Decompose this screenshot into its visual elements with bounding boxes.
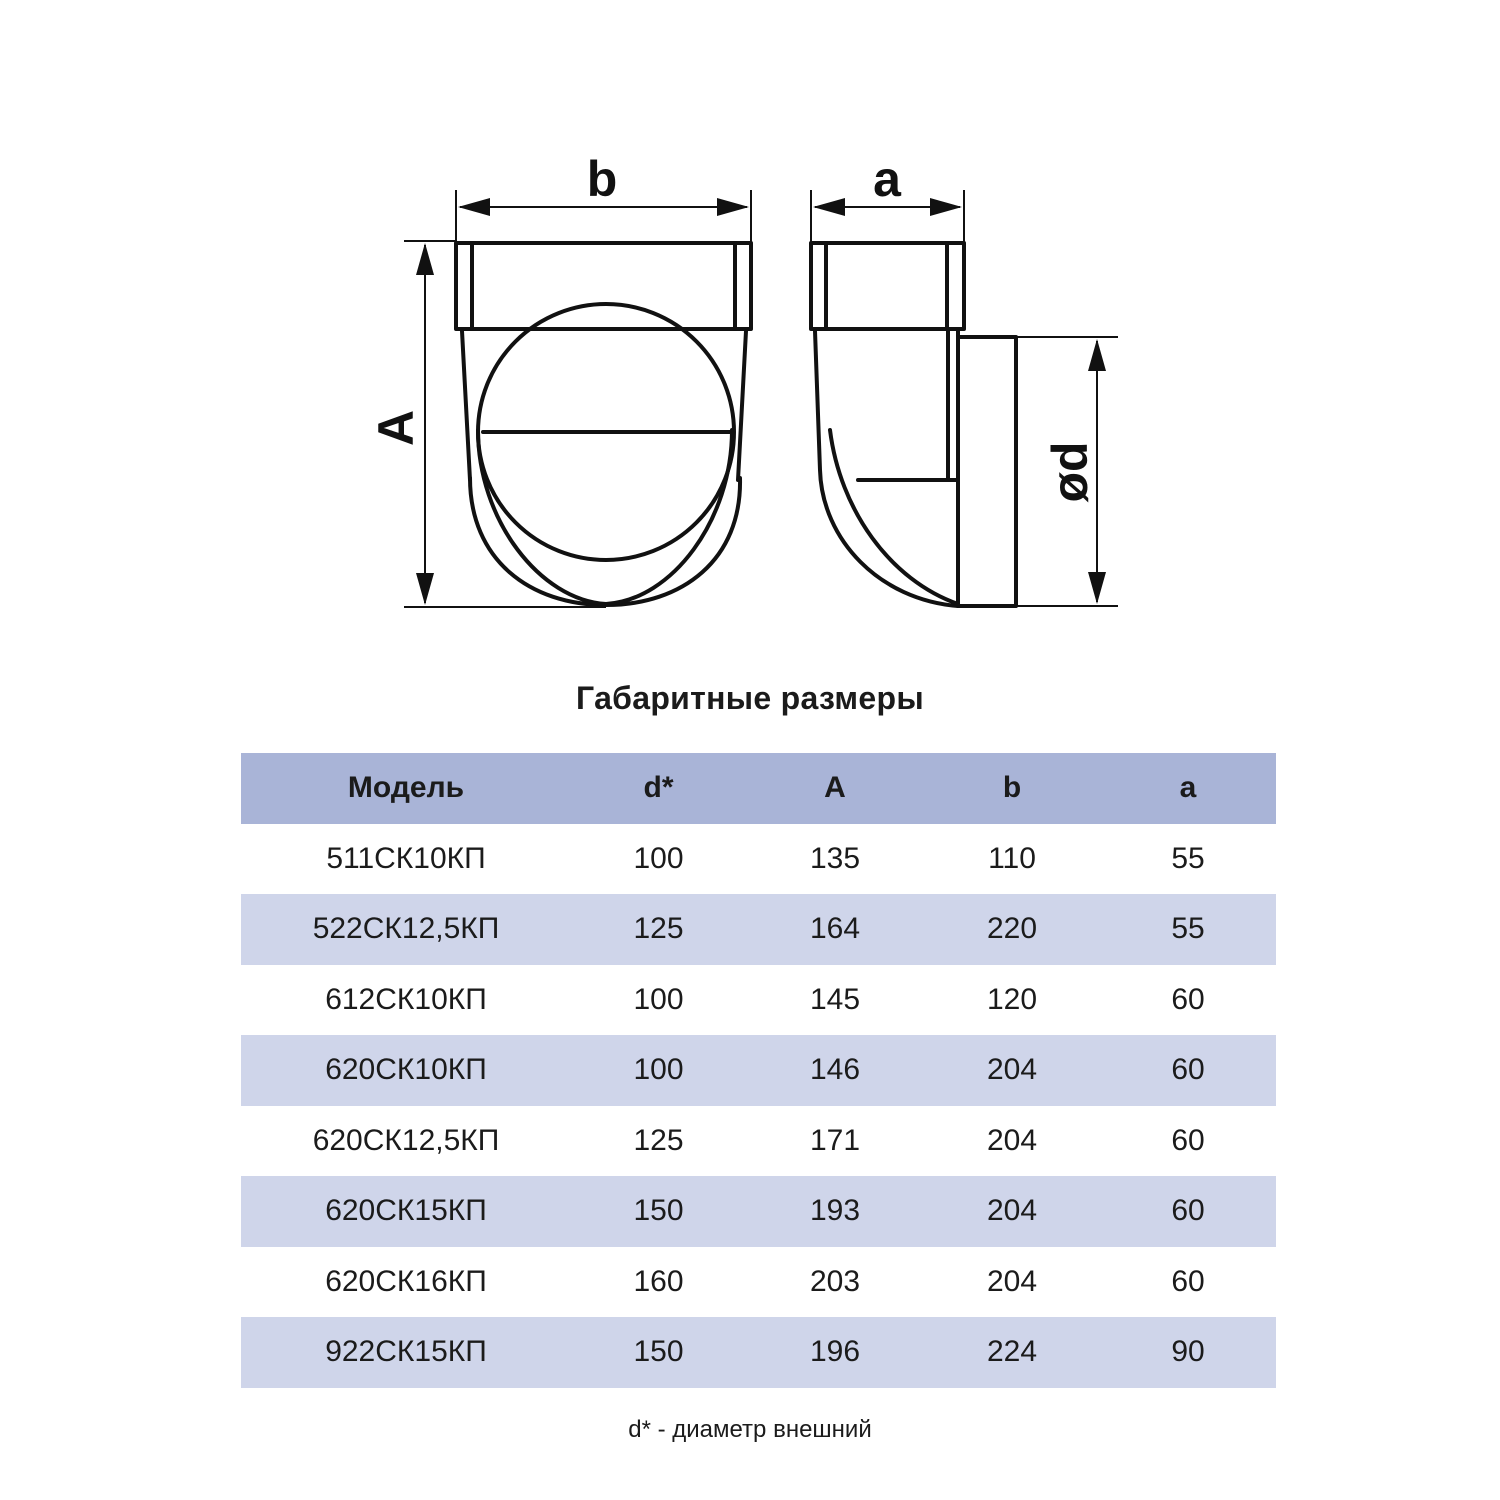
table-row [241,1317,1276,1388]
table-header-row [241,753,1276,824]
header-b: b [924,753,1100,824]
cell-a: 60 [1100,965,1276,1036]
cell-A: 171 [746,1106,924,1177]
cell-d: 150 [571,1317,746,1388]
cell-a: 55 [1100,824,1276,895]
header-d: d* [571,753,746,824]
cell-a: 60 [1100,1106,1276,1177]
side-collar [811,243,964,329]
cell-model: 612СК10КП [241,965,571,1036]
header-a: a [1100,753,1276,824]
cell-model: 620СК10КП [241,1035,571,1106]
dimension-b [456,151,751,243]
header-A: A [746,753,924,824]
cell-b: 220 [924,894,1100,965]
side-spigot [958,337,1016,606]
cell-b: 204 [924,1035,1100,1106]
cell-A: 196 [746,1317,924,1388]
cell-model: 620СК16КП [241,1247,571,1318]
label-A: A [368,409,424,447]
table-row [241,1176,1276,1247]
cell-a: 60 [1100,1035,1276,1106]
dimension-a [811,151,964,243]
cell-model: 522СК12,5КП [241,894,571,965]
cell-d: 125 [571,894,746,965]
cell-b: 120 [924,965,1100,1036]
cell-model: 620СК15КП [241,1176,571,1247]
cell-model: 511СК10КП [241,824,571,895]
cell-A: 193 [746,1176,924,1247]
table-row [241,1035,1276,1106]
cell-b: 110 [924,824,1100,895]
cell-A: 145 [746,965,924,1036]
dimension-A [368,241,606,607]
cell-d: 150 [571,1176,746,1247]
cell-b: 224 [924,1317,1100,1388]
side-view [811,243,1016,606]
table-row [241,894,1276,965]
front-collar [456,243,751,329]
cell-A: 135 [746,824,924,895]
side-inner-curve [830,430,958,604]
cell-d: 100 [571,1035,746,1106]
label-d: ød [1042,441,1098,503]
cell-d: 100 [571,824,746,895]
table-row [241,1247,1276,1318]
cell-a: 55 [1100,894,1276,965]
cell-b: 204 [924,1247,1100,1318]
cell-A: 164 [746,894,924,965]
cell-d: 160 [571,1247,746,1318]
cell-A: 203 [746,1247,924,1318]
footnote: d* - диаметр внешний [628,1416,872,1443]
cell-model: 620СК12,5КП [241,1106,571,1177]
cell-b: 204 [924,1106,1100,1177]
label-b: b [586,151,618,207]
front-body-left [462,331,470,480]
technical-drawing [0,0,1500,660]
header-model: Модель [241,753,571,824]
table-row [241,965,1276,1036]
front-view [456,243,751,605]
front-inner-left-curve [478,430,606,604]
cell-a: 60 [1100,1247,1276,1318]
cell-a: 90 [1100,1317,1276,1388]
cell-a: 60 [1100,1176,1276,1247]
front-inner-right-curve [606,430,732,604]
cell-b: 204 [924,1176,1100,1247]
table-row [241,824,1276,895]
cell-A: 146 [746,1035,924,1106]
cell-d: 100 [571,965,746,1036]
cell-d: 125 [571,1106,746,1177]
label-a: a [873,151,901,207]
dimensions-table [241,753,1276,1388]
cell-model: 922СК15КП [241,1317,571,1388]
table-row [241,1106,1276,1177]
section-title: Габаритные размеры [576,680,924,716]
front-body-right [738,331,746,480]
dimension-d [1016,337,1118,606]
